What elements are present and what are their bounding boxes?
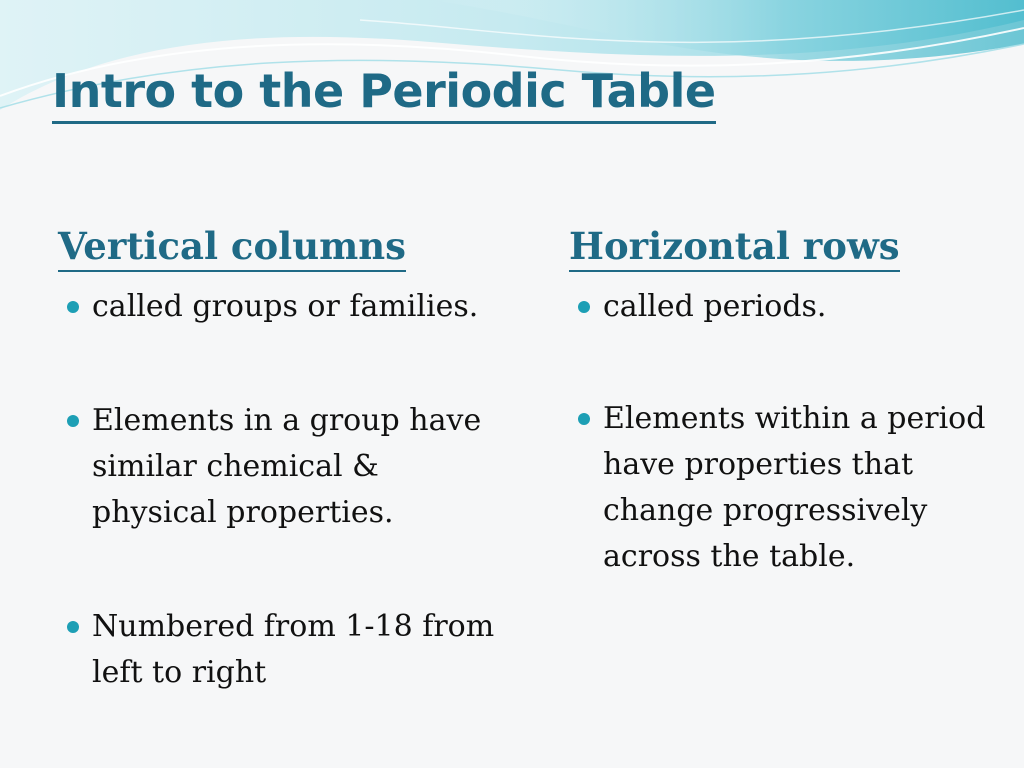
bullet-item: Elements within a period have properties that change progressively across the table. — [569, 396, 1009, 580]
column-heading-vertical: Vertical columns — [58, 222, 406, 272]
right-column — [569, 222, 1009, 580]
bullet-list-horizontal — [569, 284, 1009, 580]
slide-title: Intro to the Periodic Table — [52, 62, 716, 124]
bullet-list-vertical — [58, 284, 498, 696]
bullet-item: Elements in a group have similar chemical & physical properties. — [58, 398, 498, 536]
column-heading-horizontal: Horizontal rows — [569, 222, 900, 272]
bullet-item: called periods. — [569, 284, 1009, 330]
bullet-item: called groups or families. — [58, 284, 498, 330]
left-column — [58, 222, 498, 696]
bullet-item: Numbered from 1-18 from left to right — [58, 604, 498, 696]
